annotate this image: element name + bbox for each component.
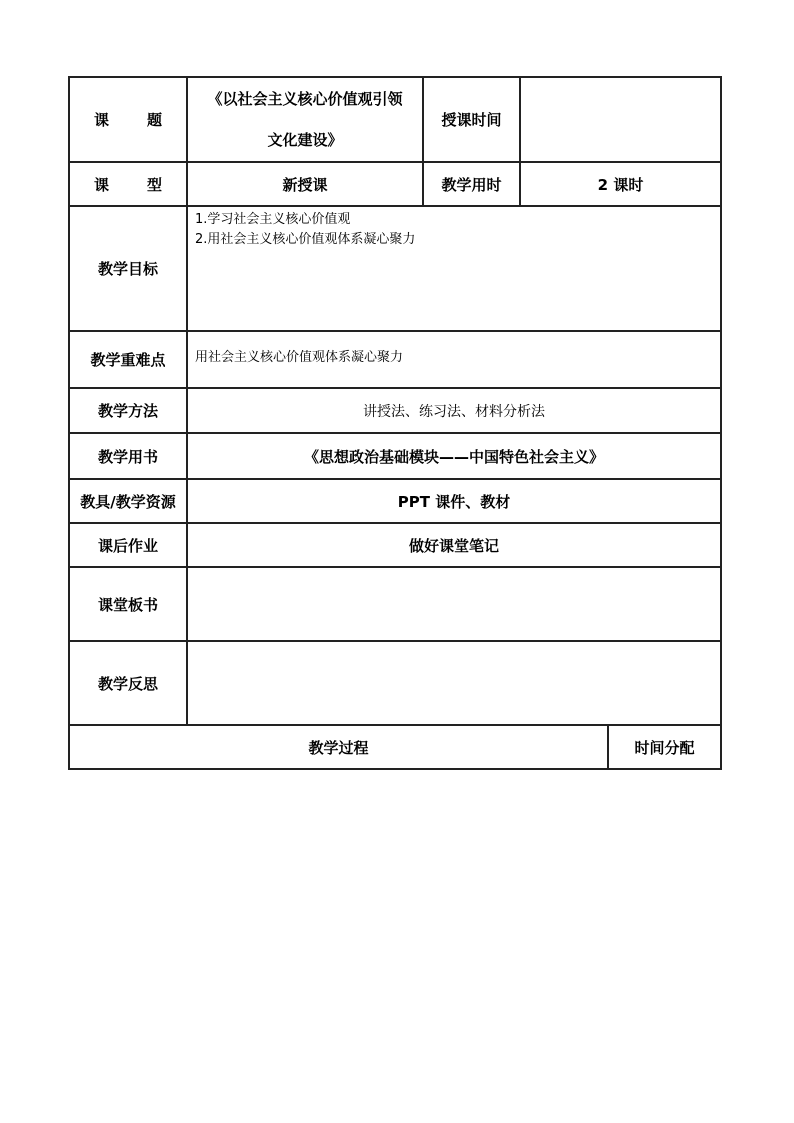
book-value: 《思想政治基础模块——中国特色社会主义》: [187, 433, 721, 479]
row-resources: [69, 479, 721, 523]
topic-label: [69, 77, 187, 162]
row-reflection: [69, 641, 721, 725]
row-type: [69, 162, 721, 206]
time-value: [520, 77, 721, 162]
book-label: 教学用书: [69, 433, 187, 479]
type-label-char-1: 课: [93, 175, 109, 194]
keypoints-value: 用社会主义核心价值观体系凝心聚力: [187, 331, 721, 388]
methods-value: 讲授法、练习法、材料分析法: [187, 388, 721, 433]
row-goals: [69, 206, 721, 331]
row-topic: [69, 77, 721, 162]
row-book: [69, 433, 721, 479]
lesson-plan-table: [68, 76, 722, 770]
goals-label: 教学目标: [69, 206, 187, 331]
resources-value: PPT 课件、教材: [187, 479, 721, 523]
row-keypoints: [69, 331, 721, 388]
goal-item-1: 1.学习社会主义核心价值观: [195, 212, 351, 227]
time-label: 授课时间: [423, 77, 520, 162]
type-label: [69, 162, 187, 206]
row-process-header: [69, 725, 721, 769]
duration-value: 2 课时: [520, 162, 721, 206]
type-value: 新授课: [187, 162, 423, 206]
row-homework: [69, 523, 721, 567]
resources-label: 教具/教学资源: [69, 479, 187, 523]
reflection-label: 教学反思: [69, 641, 187, 725]
topic-value-line-2: 文化建设》: [267, 130, 343, 149]
process-label: 教学过程: [69, 725, 608, 769]
keypoints-label: 教学重难点: [69, 331, 187, 388]
goal-item-2: 2.用社会主义核心价值观体系凝心聚力: [195, 232, 416, 247]
topic-label-char-2: 题: [147, 111, 163, 129]
topic-value-line-1: 《以社会主义核心价值观引领: [207, 89, 403, 108]
board-value: [187, 567, 721, 641]
row-board: [69, 567, 721, 641]
homework-value: 做好课堂笔记: [187, 523, 721, 567]
topic-label-char-1: 课: [93, 111, 109, 129]
time-allocation-label: 时间分配: [608, 725, 721, 769]
board-label: 课堂板书: [69, 567, 187, 641]
row-methods: [69, 388, 721, 433]
homework-label: 课后作业: [69, 523, 187, 567]
reflection-value: [187, 641, 721, 725]
topic-value: [187, 77, 423, 162]
type-label-char-2: 型: [147, 175, 163, 194]
goals-value: [187, 206, 721, 331]
methods-label: 教学方法: [69, 388, 187, 433]
duration-label: 教学用时: [423, 162, 520, 206]
